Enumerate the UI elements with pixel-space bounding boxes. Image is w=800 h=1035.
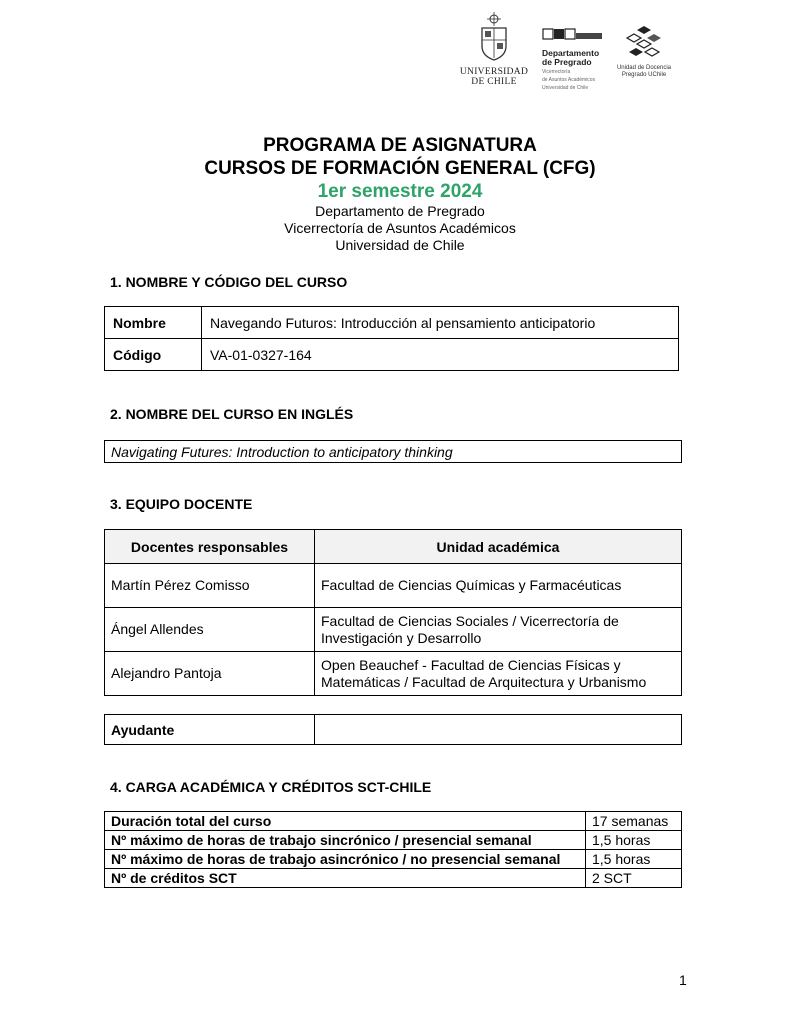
vicerrectoria-label: Vicerrectoría de Asuntos Académicos xyxy=(284,220,516,236)
load-label: Duración total del curso xyxy=(105,812,586,831)
departamento-sub-line3: Universidad de Chile xyxy=(542,85,589,91)
departamento-sub-line2: de Asuntos Académicos xyxy=(542,77,596,83)
page-number: 1 xyxy=(679,972,687,988)
docente-name: Martín Pérez Comisso xyxy=(105,564,315,608)
english-name-table xyxy=(104,440,682,463)
departamento-name-line1: Departamento xyxy=(542,48,600,58)
table-row xyxy=(105,307,679,339)
document-subtitle: CURSOS DE FORMACIÓN GENERAL (CFG) xyxy=(204,158,596,179)
unidad-docencia-icon xyxy=(626,24,662,60)
section1-heading: 1. NOMBRE Y CÓDIGO DEL CURSO xyxy=(110,274,348,290)
table-row xyxy=(105,339,679,371)
nombre-value: Navegando Futuros: Introducción al pensamiento anticipatorio xyxy=(202,307,679,339)
university-label: Universidad de Chile xyxy=(335,237,465,253)
load-value: 2 SCT xyxy=(586,869,682,888)
section4-heading: 4. CARGA ACADÉMICA Y CRÉDITOS SCT-CHILE xyxy=(110,779,432,795)
table-row xyxy=(105,564,682,608)
section3-heading: 3. EQUIPO DOCENTE xyxy=(110,496,253,512)
load-label: Nº máximo de horas de trabajo asincrónico / no presencial semanal xyxy=(105,850,586,869)
unidad-docencia-logo xyxy=(614,24,674,88)
table-row xyxy=(105,441,682,463)
nombre-label: Nombre xyxy=(105,307,202,339)
uchile-name-line2: DE CHILE xyxy=(471,77,517,87)
table-header-row xyxy=(105,530,682,564)
load-label: Nº de créditos SCT xyxy=(105,869,586,888)
uchile-crest-icon xyxy=(477,12,511,62)
docentes-header: Docentes responsables xyxy=(105,530,315,564)
uchile-name-line1: UNIVERSIDAD xyxy=(459,67,529,77)
section2-heading: 2. NOMBRE DEL CURSO EN INGLÉS xyxy=(110,406,354,422)
table-row xyxy=(105,812,682,831)
table-row xyxy=(105,715,682,745)
codigo-label: Código xyxy=(105,339,202,371)
unidad-academica: Facultad de Ciencias Químicas y Farmacéuticas xyxy=(315,564,682,608)
table-row xyxy=(105,869,682,888)
english-name-value: Navigating Futures: Introduction to anticipatory thinking xyxy=(105,441,682,463)
uchile-logo xyxy=(456,12,532,88)
codigo-value: VA-01-0327-164 xyxy=(202,339,679,371)
ayudante-label: Ayudante xyxy=(105,715,315,745)
docente-name: Ángel Allendes xyxy=(105,608,315,652)
unidad-academica: Facultad de Ciencias Sociales / Vicerrectoría de Investigación y Desarrollo xyxy=(315,608,682,652)
document-title: PROGRAMA DE ASIGNATURA xyxy=(263,135,537,156)
docente-name: Alejandro Pantoja xyxy=(105,652,315,696)
table-row xyxy=(105,652,682,696)
load-value: 1,5 horas xyxy=(586,831,682,850)
load-label: Nº máximo de horas de trabajo sincrónico / presencial semanal xyxy=(105,831,586,850)
header-logos xyxy=(456,12,676,90)
table-row xyxy=(105,831,682,850)
load-value: 17 semanas xyxy=(586,812,682,831)
unidad-header: Unidad académica xyxy=(315,530,682,564)
unidad-name-line2: Pregrado UChile xyxy=(621,72,667,78)
academic-load-table xyxy=(104,811,682,888)
departamento-sub-line1: Vicerrectoría xyxy=(542,69,571,75)
semester-label: 1er semestre 2024 xyxy=(317,181,483,202)
table-row xyxy=(105,850,682,869)
course-name-code-table xyxy=(104,306,679,371)
teaching-team-table xyxy=(104,529,682,696)
departamento-name-line2: de Pregrado xyxy=(542,57,592,67)
unidad-name-line1: Unidad de Docencia xyxy=(616,65,672,71)
departamento-squares-icon xyxy=(542,28,606,44)
ayudante-value xyxy=(315,715,682,745)
load-value: 1,5 horas xyxy=(586,850,682,869)
unidad-academica: Open Beauchef - Facultad de Ciencias Físicas y Matemáticas / Facultad de Arquitectura y Urbanismo xyxy=(315,652,682,696)
departamento-pregrado-logo xyxy=(542,28,608,91)
department-label: Departamento de Pregrado xyxy=(315,203,485,219)
title-block xyxy=(0,134,800,254)
ayudante-table xyxy=(104,714,682,745)
table-row xyxy=(105,608,682,652)
